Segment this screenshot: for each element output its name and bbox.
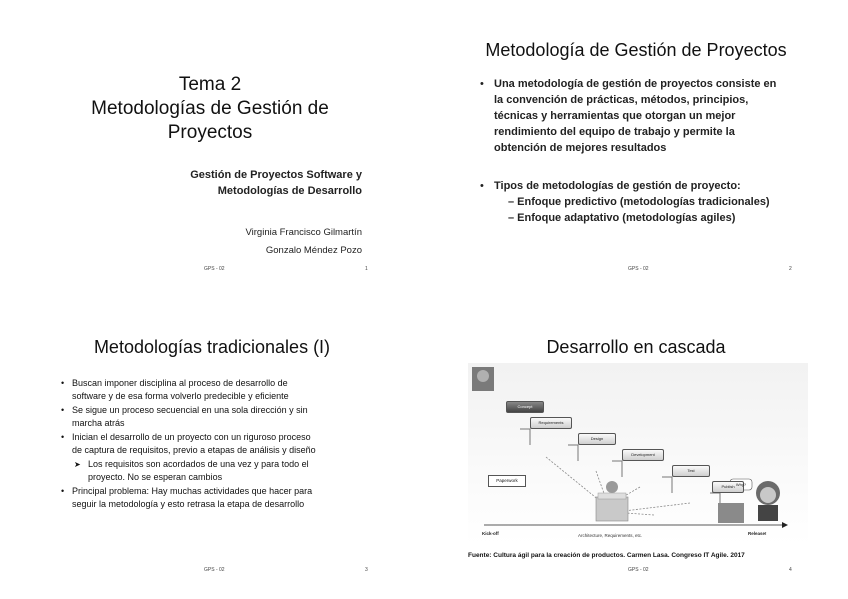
source-citation: Fuente: Cultura ágil para la creación de productos. Carmen Lasa. Congreso IT Agile. 2017 xyxy=(468,552,745,559)
waterfall-step: Publish xyxy=(712,481,744,493)
list-item: • Se sigue un proceso secuencial en una sola dirección y sin marcha atrás xyxy=(60,404,370,430)
waterfall-step: Requirements xyxy=(530,417,572,429)
slide-2-bullets xyxy=(480,76,820,226)
waterfall-step: Test xyxy=(672,465,710,477)
list-item: • Buscan imponer disciplina al proceso de desarrollo de software y de esa forma volverlo predecible y eficiente xyxy=(60,377,370,403)
slide-2-title: Metodología de Gestión de Proyectos xyxy=(485,40,787,60)
list-item: ➤ Los requisitos son acordados de una vez y para todo el proyecto. No se esperan cambios xyxy=(60,458,370,484)
slide-1-authors: Virginia Francisco Gilmartín Gonzalo Méndez Pozo xyxy=(245,227,362,256)
slide-3 xyxy=(0,299,424,599)
slide-number: 3 xyxy=(365,567,368,573)
slide-1 xyxy=(0,0,424,299)
slide-number: 2 xyxy=(789,266,792,272)
slide-4 xyxy=(424,299,848,599)
release-label: Release! xyxy=(748,531,767,536)
list-item: – Enfoque predictivo (metodologías tradicionales) – Enfoque adaptativo (metodologías agiles) xyxy=(508,196,770,224)
slide-3-title: Metodologías tradicionales (I) xyxy=(93,337,331,357)
slide-1-subtitle: Gestión de Proyectos Software y Metodologías de Desarrollo xyxy=(190,169,362,197)
list-item: • Tipos de metodologías de gestión de proyecto: xyxy=(480,178,820,194)
kickoff-label: Kick-off xyxy=(482,531,499,536)
paperwork-label: Paperwork xyxy=(488,475,526,487)
slide-footer: GPS - 02 xyxy=(204,567,225,573)
slide-number: 1 xyxy=(365,266,368,272)
slide-footer: GPS - 02 xyxy=(628,567,649,573)
waterfall-step: Development xyxy=(622,449,664,461)
waterfall-step: Concept xyxy=(506,401,544,413)
list-item: • Inician el desarrollo de un proyecto con un riguroso proceso de captura de requisitos, previo a etapas de análisis y diseño xyxy=(60,431,370,457)
waterfall-diagram xyxy=(468,363,808,545)
waterfall-step: Design xyxy=(578,433,616,445)
speech-bubble-text: Why? xyxy=(735,482,747,487)
slide-2 xyxy=(424,0,848,299)
slide-footer: GPS - 02 xyxy=(628,266,649,272)
list-item: • Principal problema: Hay muchas actividades que hacer para seguir la metodología y esto retrasa la etapa de desarrollo xyxy=(60,485,370,511)
slide-number: 4 xyxy=(789,567,792,573)
slide-1-title: Tema 2 Metodologías de Gestión de Proyectos xyxy=(91,74,329,143)
slide-footer: GPS - 02 xyxy=(204,266,225,272)
list-item: • Una metodología de gestión de proyectos consiste en la convención de prácticas, métodos, principios, técnicas y herramientas que otorgan un mejor rendimiento del equipo de trabajo y permite la obtención de mejores resultados xyxy=(480,76,820,156)
slide-4-title: Desarrollo en cascada xyxy=(546,337,726,357)
slide-3-bullets xyxy=(60,377,370,511)
artifacts-label: Architecture, Requirements, etc. xyxy=(578,533,643,538)
